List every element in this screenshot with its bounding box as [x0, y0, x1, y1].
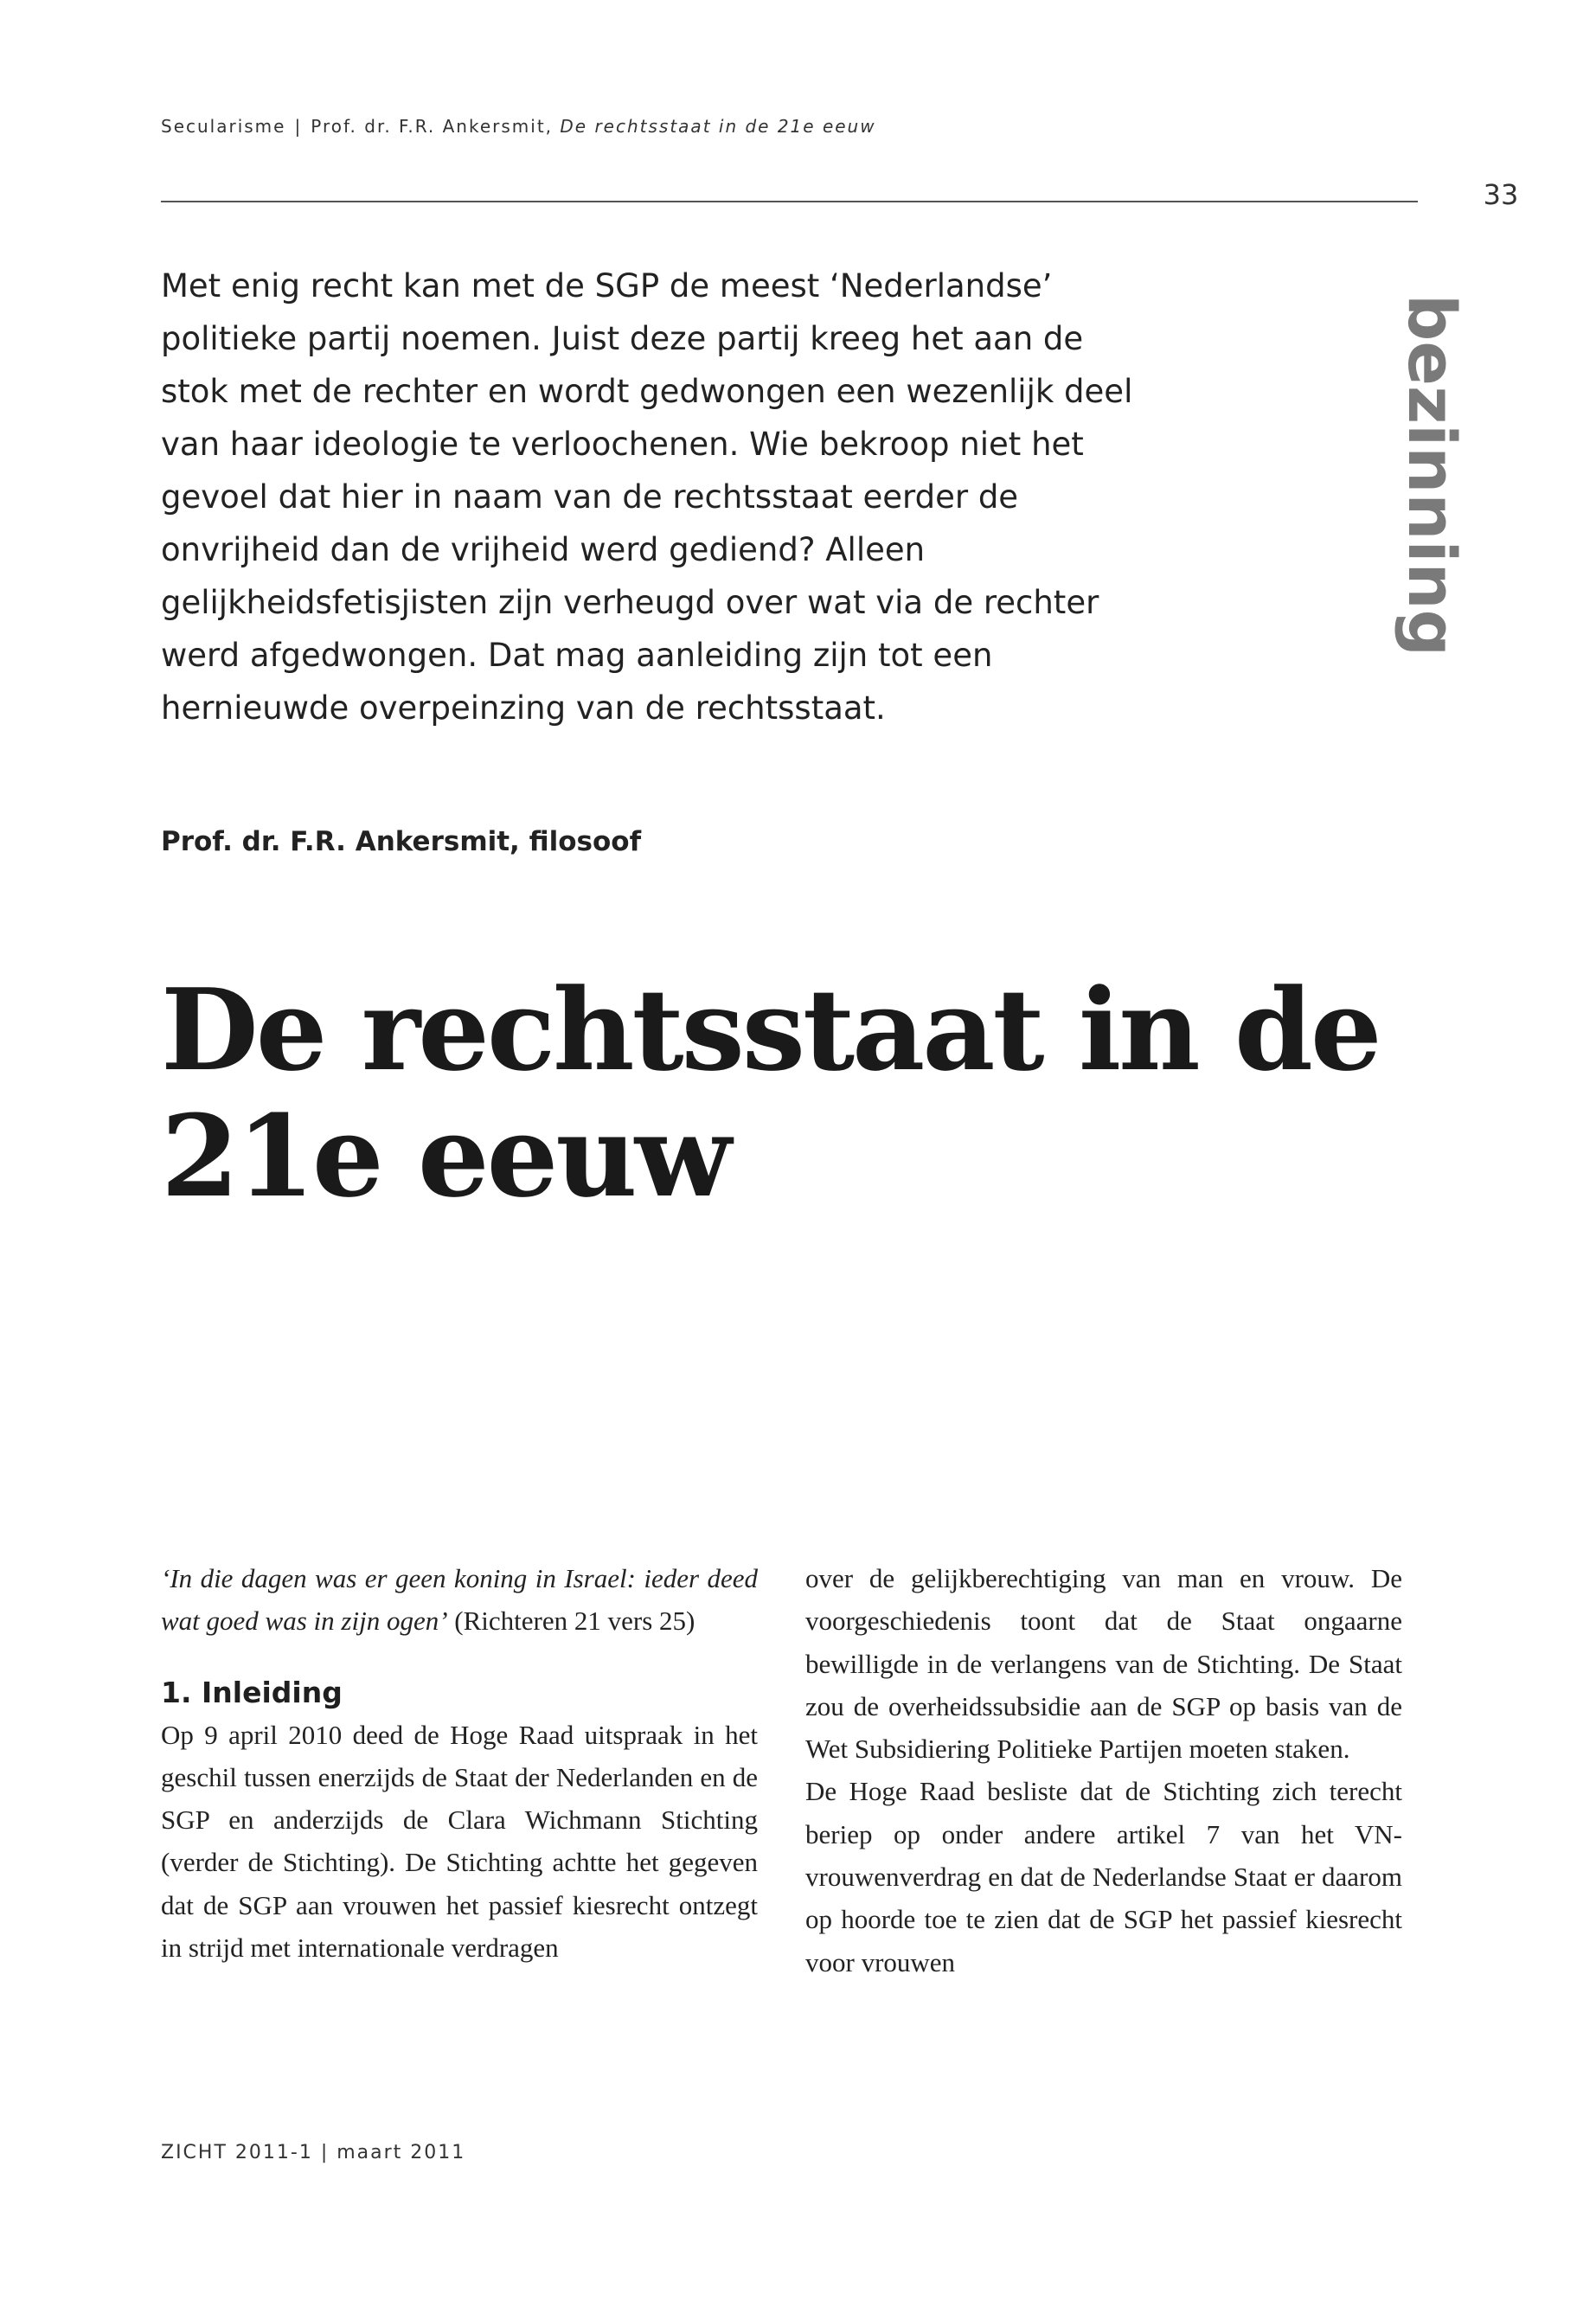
- epigraph-source: (Richteren 21 vers 25): [454, 1606, 695, 1637]
- epigraph-quote: ‘In die dagen was er geen koning in Israel: ieder deed wat goed was in zijn ogen’: [161, 1563, 758, 1637]
- left-column: [161, 1557, 758, 1969]
- body-paragraph: Op 9 april 2010 deed de Hoge Raad uitspraak in het geschil tussen enerzijds de Staat der Nederlanden en de SGP en anderzijds de Clara Wichmann Stichting (verder de Stichting). De Stichting achtte het gegeven dat de SGP aan vrouwen het passief kiesrecht ontzegt in strijd met internationale verdragen: [161, 1719, 758, 1964]
- section-label: bezinning: [1394, 294, 1471, 657]
- article-title-line-1: De rechtsstaat in de: [161, 964, 1380, 1096]
- section-heading: 1. Inleiding: [161, 1675, 343, 1709]
- right-column: [805, 1557, 1402, 1984]
- body-paragraph: over de gelijkberechtiging van man en vrouw. De voorgeschiedenis toont dat de Staat ongaarne bewilligde in de verlangens van de Stichting. De Staat zou de overheidssubsidie aan de SGP op basis van de Wet Subsidiering Politieke Partijen moeten staken.: [805, 1563, 1402, 1765]
- epigraph: [161, 1557, 758, 1643]
- page-footer: ZICHT 2011-1 | maart 2011: [161, 2142, 466, 2163]
- article-title: [161, 964, 1398, 1222]
- author-byline: Prof. dr. F.R. Ankersmit, filosoof: [161, 826, 642, 857]
- article-title-line-2: 21e eeuw: [161, 1090, 729, 1222]
- running-head-author: Prof. dr. F.R. Ankersmit,: [311, 116, 554, 137]
- intro-paragraph: Met enig recht kan met de SGP de meest ‘Nederlandse’ politieke partij noemen. Juist deze partij kreeg het aan de stok met de rechter en wordt gedwongen een wezenlijk deel van haar ideologie te verloochenen. Wie bekroop niet het gevoel dat hier in naam van de rechtsstaat eerder de onvrijheid dan de vrijheid werd gediend? Alleen gelijkheidsfetisjisten zijn verheugd over wat via de rechter werd afgedwongen. Dat mag aanleiding zijn tot een hernieuwde overpeinzing van de rechtsstaat.: [161, 267, 1133, 727]
- running-head-separator: |: [294, 116, 303, 137]
- running-head-title: De rechtsstaat in de 21e eeuw: [560, 116, 876, 137]
- body-paragraph: De Hoge Raad besliste dat de Stichting zich terecht beriep op onder andere artikel 7 van het VN-vrouwenverdrag en dat de Nederlandse Staat er daarom op hoorde toe te zien dat de SGP het passief kiesrecht voor vrouwen: [805, 1776, 1402, 1977]
- running-head-section: Secularisme: [161, 116, 286, 137]
- page-number: 33: [1483, 178, 1519, 211]
- running-head: [161, 116, 876, 137]
- header-rule: [161, 201, 1418, 202]
